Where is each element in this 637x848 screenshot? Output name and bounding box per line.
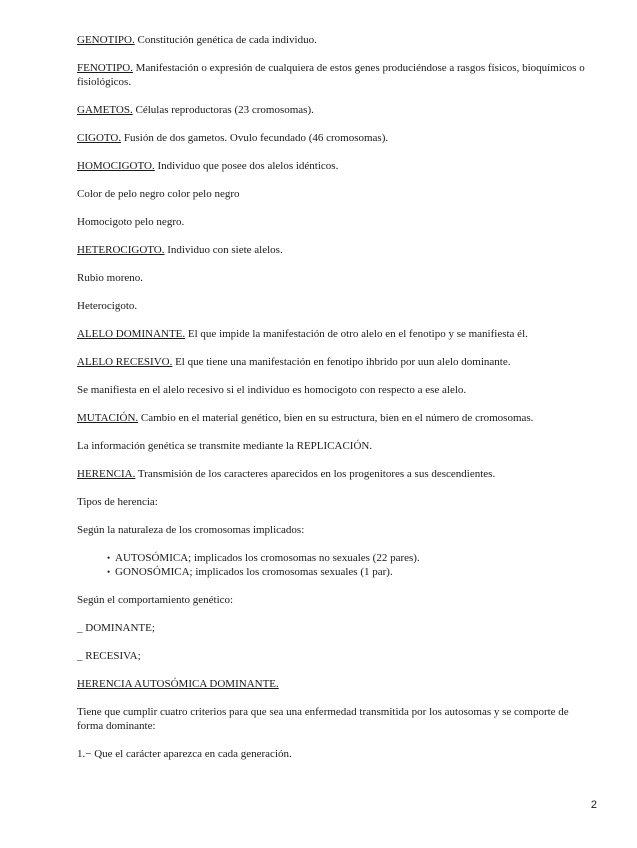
definition-mutacion <box>77 411 597 425</box>
list-item-text: GONOSÓMICA; implicados los cromosomas sexuales (1 par). <box>115 566 393 578</box>
homocigoto-example-2: Homocigoto pelo negro. <box>77 216 185 228</box>
definition-text: Transmisión de los caracteres aparecidos en los progenitores a sus descendientes. <box>135 468 496 480</box>
heterocigoto-example-1: Rubio moreno. <box>77 272 143 284</box>
page-number: 2 <box>590 799 597 811</box>
definition-gametos <box>77 103 597 117</box>
section-heading: HERENCIA AUTOSÓMICA DOMINANTE. <box>77 678 279 690</box>
definition-alelo-dominante <box>77 327 597 341</box>
criterio-1: 1.− Que el carácter aparezca en cada generación. <box>77 748 292 760</box>
definition-homocigoto <box>77 159 597 173</box>
term-homocigoto: HOMOCIGOTO. <box>77 160 155 172</box>
replicacion-note: La información genética se transmite mediante la REPLICACIÓN. <box>77 440 373 452</box>
criterios-text: Tiene que cumplir cuatro criterios para que sea una enfermedad transmitida por los autosomas y se comporte de forma dominante: <box>77 706 569 732</box>
term-genotipo: GENOTIPO. <box>77 34 135 46</box>
tipos-herencia: Tipos de herencia: <box>77 496 158 508</box>
definition-text: Individuo que posee dos alelos idénticos. <box>154 160 339 172</box>
term-alelo-dominante: ALELO DOMINANTE. <box>77 328 186 340</box>
definition-text: El que tiene una manifestación en fenotipo ihbrido por uun alelo dominante. <box>172 356 511 368</box>
definition-text: Cambio en el material genético, bien en su estructura, bien en el número de cromosomas. <box>138 412 534 424</box>
term-cigoto: CIGOTO. <box>77 132 122 144</box>
definition-genotipo <box>77 33 597 47</box>
definition-text: Individuo con siete alelos. <box>164 244 283 256</box>
term-alelo-recesivo: ALELO RECESIVO. <box>77 356 173 368</box>
bullet-icon: • <box>107 553 111 563</box>
definition-cigoto <box>77 131 597 145</box>
recesiva-item: _ RECESIVA; <box>77 650 141 662</box>
definition-text: Manifestación o expresión de cualquiera de estos genes produciéndose a rasgos físicos, bioquímicos o fisiológicos. <box>77 62 585 88</box>
dominante-item: _ DOMINANTE; <box>77 622 155 634</box>
definition-herencia <box>77 467 597 481</box>
definition-text: El que impide la manifestación de otro alelo en el fenotipo y se manifiesta él. <box>185 328 528 340</box>
definition-text: Células reproductoras (23 cromosomas). <box>132 104 314 116</box>
homocigoto-example-1: Color de pelo negro color pelo negro <box>77 188 240 200</box>
bullet-list <box>77 551 597 579</box>
document-body <box>77 33 597 775</box>
definition-text: Constitución genética de cada individuo. <box>134 34 317 46</box>
recesivo-note: Se manifiesta en el alelo recesivo si el individuo es homocigoto con respecto a ese alelo. <box>77 384 467 396</box>
list-item-text: AUTOSÓMICA; implicados los cromosomas no sexuales (22 pares). <box>115 552 420 564</box>
term-mutacion: MUTACIÓN. <box>77 412 139 424</box>
heterocigoto-example-2: Heterocigoto. <box>77 300 138 312</box>
term-fenotipo: FENOTIPO. <box>77 62 133 74</box>
definition-fenotipo <box>77 61 597 89</box>
definition-text: Fusión de dos gametos. Ovulo fecundado (46 cromosomas). <box>121 132 389 144</box>
list-item <box>107 565 597 579</box>
definition-heterocigoto <box>77 243 597 257</box>
term-herencia: HERENCIA. <box>77 468 136 480</box>
term-gametos: GAMETOS. <box>77 104 133 116</box>
list-item <box>107 551 597 565</box>
segun-naturaleza: Según la naturaleza de los cromosomas implicados: <box>77 524 305 536</box>
bullet-icon: • <box>107 567 111 577</box>
definition-alelo-recesivo <box>77 355 597 369</box>
segun-comportamiento: Según el comportamiento genético: <box>77 594 234 606</box>
term-heterocigoto: HETEROCIGOTO. <box>77 244 165 256</box>
